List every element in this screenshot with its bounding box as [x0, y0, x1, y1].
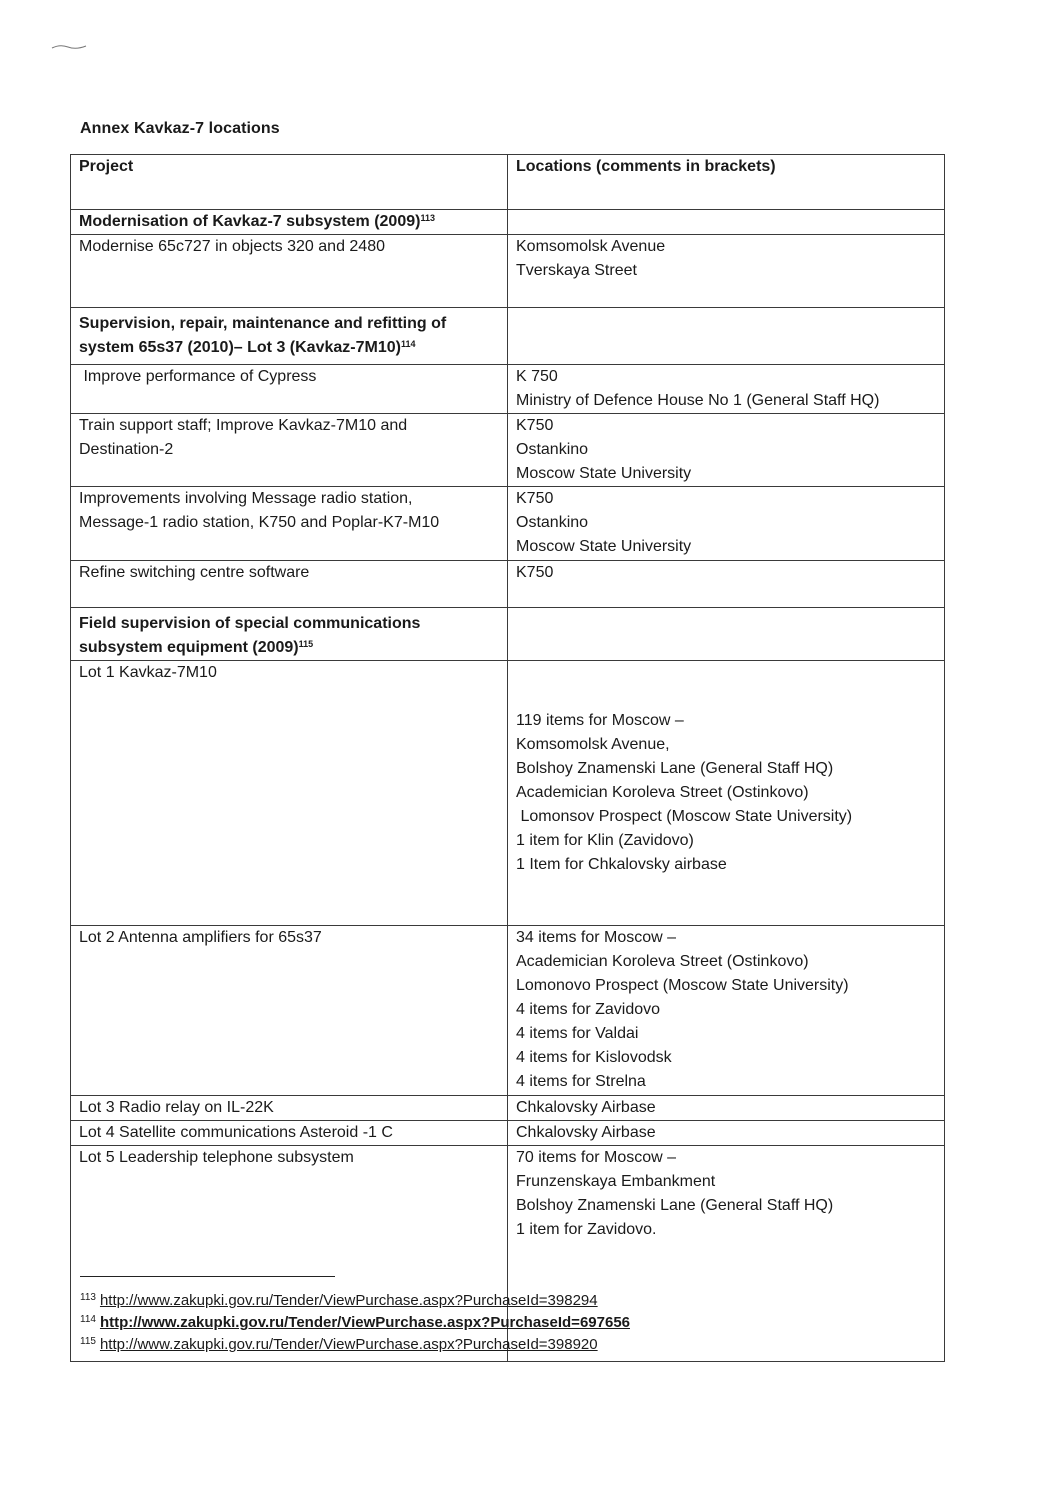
footnote-ref: 113: [420, 213, 435, 223]
section-row: [71, 608, 945, 661]
location-line: Bolshoy Znamenski Lane (General Staff HQ): [516, 760, 834, 777]
location-line: 119 items for Moscow –: [516, 712, 684, 729]
project-cell: Improvements involving Message radio station, Message-1 radio station, K750 and Poplar-K7-M10: [71, 487, 508, 561]
location-line: Ostankino: [516, 514, 589, 531]
location-line: Academician Koroleva Street (Ostinkovo): [516, 784, 809, 801]
table-row: [71, 661, 945, 926]
table-row: [71, 414, 945, 487]
footnote-link[interactable]: http://www.zakupki.gov.ru/Tender/ViewPurchase.aspx?PurchaseId=398920: [99, 1336, 598, 1353]
project-cell: Lot 3 Radio relay on IL-22K: [71, 1096, 508, 1121]
table-row: [71, 1096, 945, 1121]
location-line: Ministry of Defence House No 1 (General Staff HQ): [516, 392, 880, 409]
locations-cell: [508, 1096, 945, 1121]
locations-cell: [508, 661, 945, 926]
location-line: Moscow State University: [516, 465, 692, 482]
footnotes: [80, 1290, 630, 1356]
location-line: 4 items for Valdai: [516, 1025, 639, 1042]
locations-cell: [508, 414, 945, 487]
footnote-ref: 115: [298, 639, 314, 649]
location-line: Lomonovo Prospect (Moscow State University): [516, 977, 849, 994]
locations-cell: [508, 365, 945, 414]
location-line: K750: [516, 564, 554, 581]
table-row: [71, 235, 945, 308]
locations-cell: [508, 235, 945, 308]
scan-artifact-icon: [50, 42, 90, 52]
location-line: 70 items for Moscow –: [516, 1149, 677, 1166]
location-line: 1 item for Zavidovo.: [516, 1221, 657, 1238]
location-line: Chkalovsky Airbase: [516, 1124, 656, 1141]
location-line: Lomonsov Prospect (Moscow State University): [516, 808, 853, 825]
header-locations: Locations (comments in brackets): [508, 155, 945, 210]
project-cell: Lot 5 Leadership telephone subsystem: [71, 1146, 508, 1362]
project-cell: Train support staff; Improve Kavkaz-7M10 and Destination-2: [71, 414, 508, 487]
table-row: [71, 365, 945, 414]
locations-cell: [508, 1121, 945, 1146]
table-row: [71, 561, 945, 608]
table-row: [71, 1121, 945, 1146]
section-title: Field supervision of special communications subsystem equipment $(2009)^{115}$: [71, 608, 508, 661]
footnote-114: $^{114}$ http://www.zakupki.gov.ru/Tender/ViewPurchase.aspx?PurchaseId=697656: [80, 1314, 630, 1331]
project-cell: Refine switching centre software: [71, 561, 508, 608]
project-cell: Improve performance of Cypress: [71, 365, 508, 414]
location-line: Frunzenskaya Embankment: [516, 1173, 716, 1190]
location-line: Academician Koroleva Street (Ostinkovo): [516, 953, 809, 970]
location-line: 1 Item for Chkalovsky airbase: [516, 856, 727, 873]
footnote-115: $^{115}$ http://www.zakupki.gov.ru/Tender/ViewPurchase.aspx?PurchaseId=398920: [80, 1336, 598, 1353]
location-line: K 750: [516, 368, 558, 385]
section-locations-empty: [508, 608, 945, 661]
location-line: 4 items for Zavidovo: [516, 1001, 661, 1018]
location-line: Bolshoy Znamenski Lane (General Staff HQ): [516, 1197, 834, 1214]
section-title: Supervision, repair, maintenance and refitting of system 65s37 (2010)– Lot 3 (Kavkaz-7M10)$^{114}$: [71, 308, 508, 365]
project-cell: Lot 1 Kavkaz-7M10: [71, 661, 508, 926]
table-header-row: [71, 155, 945, 210]
section-locations-empty: [508, 308, 945, 365]
table-row: [71, 487, 945, 561]
location-line: Komsomolsk Avenue: [516, 238, 666, 255]
project-cell: Modernise 65c727 in objects 320 and 2480: [71, 235, 508, 308]
locations-cell: [508, 487, 945, 561]
section-locations-empty: [508, 210, 945, 235]
section-title: Modernisation of Kavkaz-7 subsystem $(2009)^{113}$: [71, 210, 508, 235]
location-line: 4 items for Strelna: [516, 1073, 646, 1090]
location-line: K750: [516, 417, 554, 434]
location-line: Chkalovsky Airbase: [516, 1099, 656, 1116]
footnote-divider: [80, 1276, 335, 1277]
project-cell: Lot 4 Satellite communications Asteroid -1 C: [71, 1121, 508, 1146]
section-row: [71, 210, 945, 235]
header-project: Project: [71, 155, 508, 210]
footnote-113: $^{113}$ http://www.zakupki.gov.ru/Tender/ViewPurchase.aspx?PurchaseId=398294: [80, 1292, 598, 1309]
annex-title: Annex Kavkaz-7 locations: [80, 120, 280, 137]
location-line: Ostankino: [516, 441, 589, 458]
footnote-link[interactable]: http://www.zakupki.gov.ru/Tender/ViewPurchase.aspx?PurchaseId=398294: [99, 1292, 598, 1309]
table-row: [71, 926, 945, 1096]
location-line: 34 items for Moscow –: [516, 929, 677, 946]
locations-cell: [508, 561, 945, 608]
location-line: Moscow State University: [516, 538, 692, 555]
locations-cell: [508, 926, 945, 1096]
footnote-link[interactable]: http://www.zakupki.gov.ru/Tender/ViewPurchase.aspx?PurchaseId=697656: [99, 1314, 630, 1331]
section-row: [71, 308, 945, 365]
project-cell: Lot 2 Antenna amplifiers for 65s37: [71, 926, 508, 1096]
location-line: Tverskaya Street: [516, 262, 637, 279]
locations-table: [70, 154, 945, 1362]
location-line: K750: [516, 490, 554, 507]
footnote-ref: 114: [400, 339, 416, 349]
location-line: 1 item for Klin (Zavidovo): [516, 832, 694, 849]
location-line: 4 items for Kislovodsk: [516, 1049, 672, 1066]
location-line: Komsomolsk Avenue,: [516, 736, 670, 753]
